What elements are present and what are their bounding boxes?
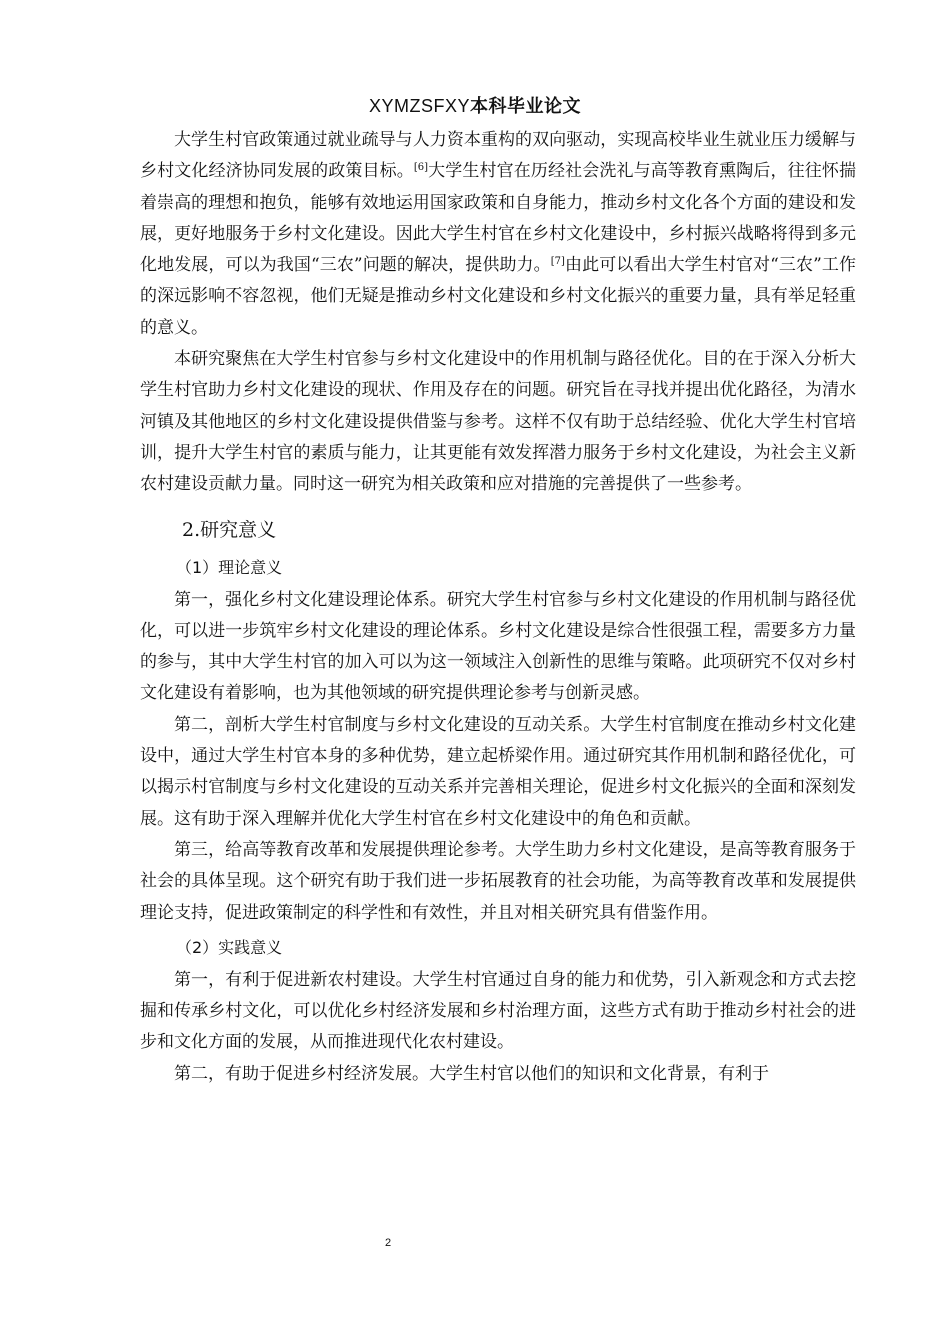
citation-ref: [7] <box>550 256 565 268</box>
paragraph: 第二，剖析大学生村官制度与乡村文化建设的互动关系。大学生村官制度在推动乡村文化建设中，通过大学生村官本身的多种优势，建立起桥梁作用。通过研究其作用机制和路径优化，可以揭示村官制度与乡村文化建设的互动关系并完善相关理论，促进乡村文化振兴的全面和深刻发展。这有助于深入理解并优化大学生村官在乡村文化建设中的角色和贡献。 <box>140 714 856 829</box>
header-title: 本科毕业论文 <box>470 96 581 117</box>
paragraph: 本研究聚焦在大学生村官参与乡村文化建设中的作用机制与路径优化。目的在于深入分析大学生村官助力乡村文化建设的现状、作用及存在的问题。研究旨在寻找并提出优化路径，为清水河镇及其他地区的乡村文化建设提供借鉴与参考。这样不仅有助于总结经验、优化大学生村官培训，提升大学生村官的素质与能力，让其更能有效发挥潜力服务于乡村文化建设，为社会主义新农村建设贡献力量。同时这一研究为相关政策和应对措施的完善提供了一些参考。 <box>140 349 856 495</box>
paragraph: 第一，有利于促进新农村建设。大学生村官通过自身的能力和优势，引入新观念和方式去挖掘和传承乡村文化，可以优化乡村经济发展和乡村治理方面，这些方式有助于推动乡村社会的进步和文化方面的发展，从而推进现代化农村建设。 <box>140 969 856 1053</box>
paragraph: 第二，有助于促进乡村经济发展。大学生村官以他们的知识和文化背景，有利于 <box>174 1063 769 1084</box>
header-code: XYMZSFXY <box>368 96 470 116</box>
paragraph <box>140 125 856 344</box>
running-header <box>0 93 950 120</box>
subsection-heading: （1）理论意义 <box>176 557 283 577</box>
paragraph: 第三，给高等教育改革和发展提供理论参考。大学生助力乡村文化建设，是高等教育服务于社会的具体呈现。这个研究有助于我们进一步拓展教育的社会功能，为高等教育改革和发展提供理论支持，促进政策制定的科学性和有效性，并且对相关研究具有借鉴作用。 <box>140 839 856 923</box>
document-body <box>140 125 856 1090</box>
section-heading: 2.研究意义 <box>182 518 277 541</box>
page-number: 2 <box>384 1237 392 1249</box>
paragraph-text: 由此可以看出大学生村官对“三农”工作的深远影响不容忽视，他们无疑是推动乡村文化建设和乡村文化振兴的重要力量，具有举足轻重的意义。 <box>140 255 856 338</box>
subsection-heading: （2）实践意义 <box>176 937 283 957</box>
paragraph-text: 大学生村官政策通过就业疏导与人力资本重构的双向驱动，实现高校毕业生就业压力缓解与乡村文化经济协同发展的政策目标。 <box>140 130 856 182</box>
citation-ref: [6] <box>413 162 429 174</box>
paragraph: 第一，强化乡村文化建设理论体系。研究大学生村官参与乡村文化建设的作用机制与路径优化，可以进一步筑牢乡村文化建设的理论体系。乡村文化建设是综合性很强工程，需要多方力量的参与，其中大学生村官的加入可以为这一领域注入创新性的思维与策略。此项研究不仅对乡村文化建设有着影响，也为其他领域的研究提供理论参考与创新灵感。 <box>140 589 856 704</box>
paragraph-text: 大学生村官在历经社会洗礼与高等教育熏陶后，往往怀揣着崇高的理想和抱负，能够有效地运用国家政策和自身能力，推动乡村文化各个方面的建设和发展，更好地服务于乡村文化建设。因此大学生村官在乡村文化建设中，乡村振兴战略将得到多元化地发展，可以为我国“三农”问题的解决，提供助力。 <box>140 161 857 276</box>
